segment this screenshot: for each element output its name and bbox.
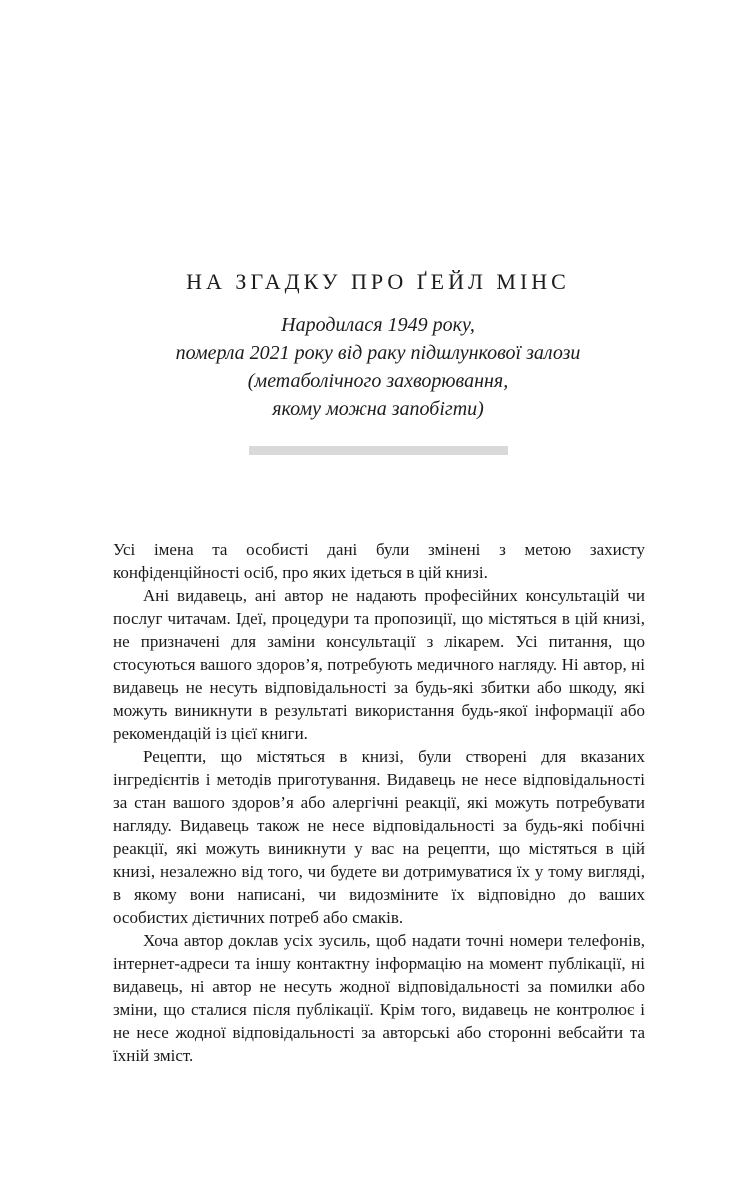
dedication-line: померла 2021 року від раку підшлункової залози [175, 342, 581, 364]
disclaimer-paragraph: Хоча автор доклав усіх зусиль, щоб надати точні номери телефонів, інтернет-адреси та іншу контактну інформацію на момент публікації, ні видавець, ні автор не несуть жодної відповідальності за помилки або зміни, що сталися після публікації. Крім того, видавець не контролює і не несе жодної відповідальності за авторські або сторонні вебсайти та їхній зміст. [113, 931, 645, 1065]
dedication-line: (метаболічного захворювання, [247, 370, 509, 392]
dedication-text [0, 311, 756, 423]
disclaimer-paragraph: Рецепти, що містяться в книзі, були створені для вказаних інгредієнтів і методів приготування. Видавець не несе відповідальності за стан вашого здоров’я або алергічні реакції, які можуть потребувати нагляду. Видавець також не несе відповідальності за будь-які побічні реакції, які можуть виникнути у вас на рецепти, що містяться в цій книзі, незалежно від того, чи будете ви дотримуватися їх у тому вигляді, в якому вони написані, чи видозміните їх відповідно до ваших особистих дієтичних потреб або смаків. [113, 747, 645, 927]
disclaimer-text [113, 538, 645, 1067]
section-divider [249, 446, 508, 455]
disclaimer-paragraph: Ані видавець, ані автор не надають професійних консультацій чи послуг читачам. Ідеї, процедури та пропозиції, що містяться в цій книзі, не призначені для заміни консультації з лікарем. Усі питання, що стосуються вашого здоров’я, потребують медичного нагляду. Ні автор, ні видавець не несуть відповідальності за будь-які збитки або шкоду, які можуть виникнути в результаті використання будь-якої інформації або рекомендацій із цієї книги. [113, 586, 645, 743]
dedication-line: Народилася 1949 року, [281, 314, 475, 336]
memorial-heading: НА ЗГАДКУ ПРО ҐЕЙЛ МІНС [186, 269, 570, 294]
dedication-line: якому можна запобігти) [272, 398, 484, 420]
disclaimer-paragraph: Усі імена та особисті дані були змінені з метою захисту конфіденційності осіб, про яких ідеться в цій книзі. [113, 540, 645, 582]
